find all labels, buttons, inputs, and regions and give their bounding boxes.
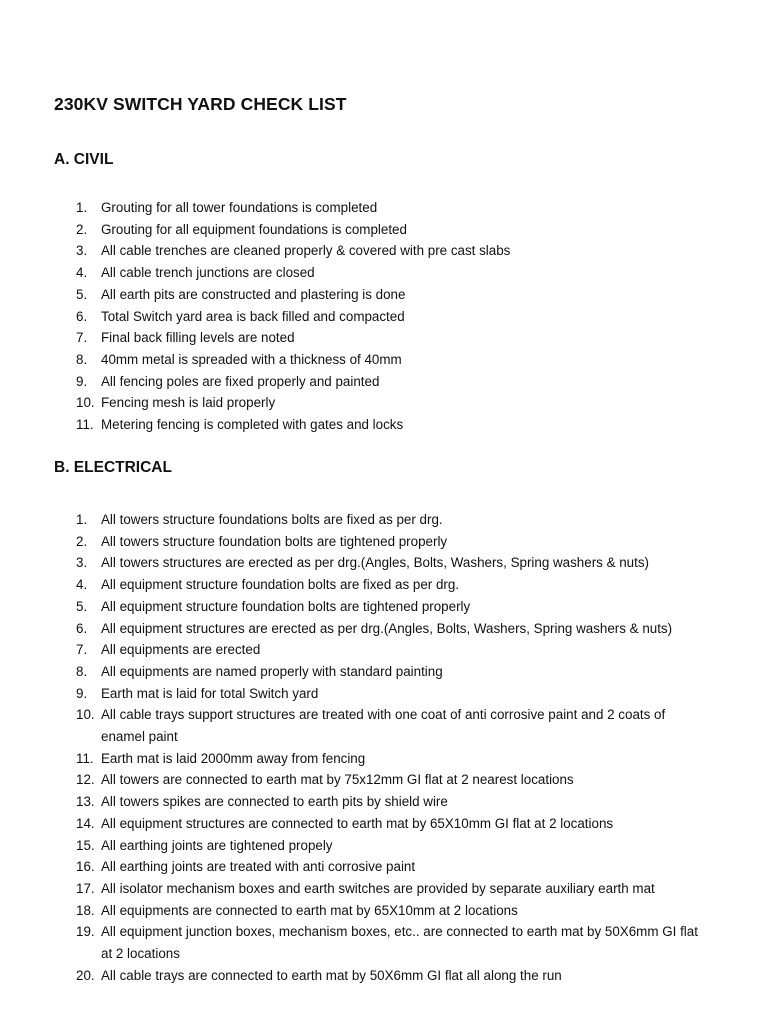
item-text: Grouting for all equipment foundations is completed: [101, 221, 407, 237]
item-text: Fencing mesh is laid properly: [101, 395, 276, 411]
checklist-item: [0, 262, 768, 284]
item-number: 11.: [76, 750, 94, 766]
item-number: 18.: [76, 902, 95, 918]
item-number: 10.: [76, 707, 95, 723]
checklist-item: [0, 414, 768, 436]
checklist-item: [0, 618, 768, 640]
item-number: 8.: [76, 663, 88, 679]
item-number: 15.: [76, 837, 95, 853]
checklist-item: [0, 197, 768, 219]
item-number: 20.: [76, 967, 95, 983]
item-text: Grouting for all tower foundations is completed: [101, 200, 378, 215]
checklist-item: [0, 509, 768, 531]
item-number: 14.: [76, 815, 95, 831]
item-number: 6.: [76, 620, 88, 636]
checklist-item: [0, 791, 768, 813]
item-text: All towers are connected to earth mat by 75x12mm GI flat at 2 nearest locations: [101, 772, 574, 788]
checklist-item: [0, 813, 768, 835]
item-text: All cable trenches are cleaned properly & covered with pre cast slabs: [101, 243, 511, 259]
item-text: All towers structures are erected as per drg.(Angles, Bolts, Washers, Spring washers & nuts): [101, 555, 649, 571]
checklist-item: [0, 327, 768, 349]
item-number: 4.: [76, 265, 88, 281]
electrical-checklist: [0, 509, 768, 986]
checklist-item: [0, 392, 768, 414]
item-text: All fencing poles are fixed properly and painted: [101, 373, 380, 389]
checklist-item: [0, 552, 768, 574]
item-text: Metering fencing is completed with gates and locks: [101, 417, 404, 433]
item-number: 1.: [76, 512, 88, 527]
item-number: 13.: [76, 794, 95, 810]
item-number: 11.: [76, 417, 94, 433]
item-text: All towers structure foundation bolts are tightened properly: [101, 533, 448, 549]
item-text: All isolator mechanism boxes and earth switches are provided by separate auxiliary earth mat: [101, 880, 655, 896]
item-number: 12.: [76, 772, 95, 788]
checklist-item: [0, 704, 768, 747]
item-number: 8.: [76, 351, 88, 367]
section-heading-electrical: B. ELECTRICAL: [54, 459, 172, 476]
item-number: 3.: [76, 243, 88, 259]
item-number: 6.: [76, 308, 88, 324]
item-text: Total Switch yard area is back filled and compacted: [101, 308, 405, 324]
checklist-item: [0, 748, 768, 770]
item-number: 5.: [76, 286, 88, 302]
checklist-item: [0, 835, 768, 857]
item-text: Earth mat is laid 2000mm away from fencing: [101, 750, 366, 766]
item-number: 7.: [76, 330, 88, 346]
checklist-item: [0, 683, 768, 705]
checklist-item: [0, 596, 768, 618]
checklist-item: [0, 639, 768, 661]
item-text: All earth pits are constructed and plastering is done: [101, 286, 406, 302]
item-text: Final back filling levels are noted: [101, 330, 295, 346]
item-text: All equipment structure foundation bolts are fixed as per drg.: [101, 577, 460, 593]
item-number: 2.: [76, 533, 88, 549]
checklist-item: [0, 856, 768, 878]
item-number: 7.: [76, 642, 88, 658]
item-text: All cable trays are connected to earth mat by 50X6mm GI flat all along the run: [101, 967, 562, 983]
checklist-item: [0, 371, 768, 393]
civil-checklist: [0, 197, 768, 436]
item-text: All equipment structure foundation bolts are tightened properly: [101, 598, 471, 614]
item-text: All earthing joints are tightened propely: [101, 837, 333, 853]
item-number: 1.: [76, 200, 88, 215]
checklist-item: [0, 240, 768, 262]
checklist-item: [0, 306, 768, 328]
checklist-item: [0, 900, 768, 922]
item-number: 2.: [76, 221, 88, 237]
item-number: 5.: [76, 598, 88, 614]
item-number: 4.: [76, 577, 88, 593]
item-text: All equipments are named properly with standard painting: [101, 663, 443, 679]
item-text: All equipments are connected to earth mat by 65X10mm at 2 locations: [101, 902, 518, 918]
checklist-item: [0, 574, 768, 596]
checklist-item: [0, 878, 768, 900]
item-text: 40mm metal is spreaded with a thickness of 40mm: [101, 351, 402, 367]
item-text: All towers spikes are connected to earth pits by shield wire: [101, 794, 448, 810]
item-number: 16.: [76, 859, 95, 875]
item-number: 9.: [76, 685, 88, 701]
item-number: 9.: [76, 373, 88, 389]
checklist-item: [0, 349, 768, 371]
checklist-item: [0, 531, 768, 553]
item-text: All equipments are erected: [101, 642, 261, 658]
section-heading-civil: A. CIVIL: [54, 151, 114, 168]
item-text: All equipment structures are connected to earth mat by 65X10mm GI flat at 2 locations: [101, 815, 614, 831]
checklist-item: [0, 769, 768, 791]
item-text: All cable trench junctions are closed: [101, 265, 315, 281]
document-title: 230KV SWITCH YARD CHECK LIST: [54, 94, 347, 114]
item-text: All cable trays support structures are treated with one coat of anti corrosive paint and 2 coats of enamel paint: [101, 707, 666, 745]
item-text: All equipment structures are erected as per drg.(Angles, Bolts, Washers, Spring washers & nuts): [101, 620, 673, 636]
item-number: 19.: [76, 924, 95, 940]
checklist-item: [0, 661, 768, 683]
checklist-item: [0, 219, 768, 241]
checklist-item: [0, 284, 768, 306]
item-text: Earth mat is laid for total Switch yard: [101, 685, 319, 701]
item-number: 3.: [76, 555, 88, 571]
checklist-item: [0, 965, 768, 987]
item-text: All earthing joints are treated with anti corrosive paint: [101, 859, 416, 875]
item-number: 10.: [76, 395, 95, 411]
item-text: All towers structure foundations bolts are fixed as per drg.: [101, 512, 443, 527]
item-number: 17.: [76, 880, 95, 896]
checklist-item: [0, 921, 768, 964]
item-text: All equipment junction boxes, mechanism boxes, etc.. are connected to earth mat by 50X6mm GI flat at 2 locations: [101, 924, 698, 962]
